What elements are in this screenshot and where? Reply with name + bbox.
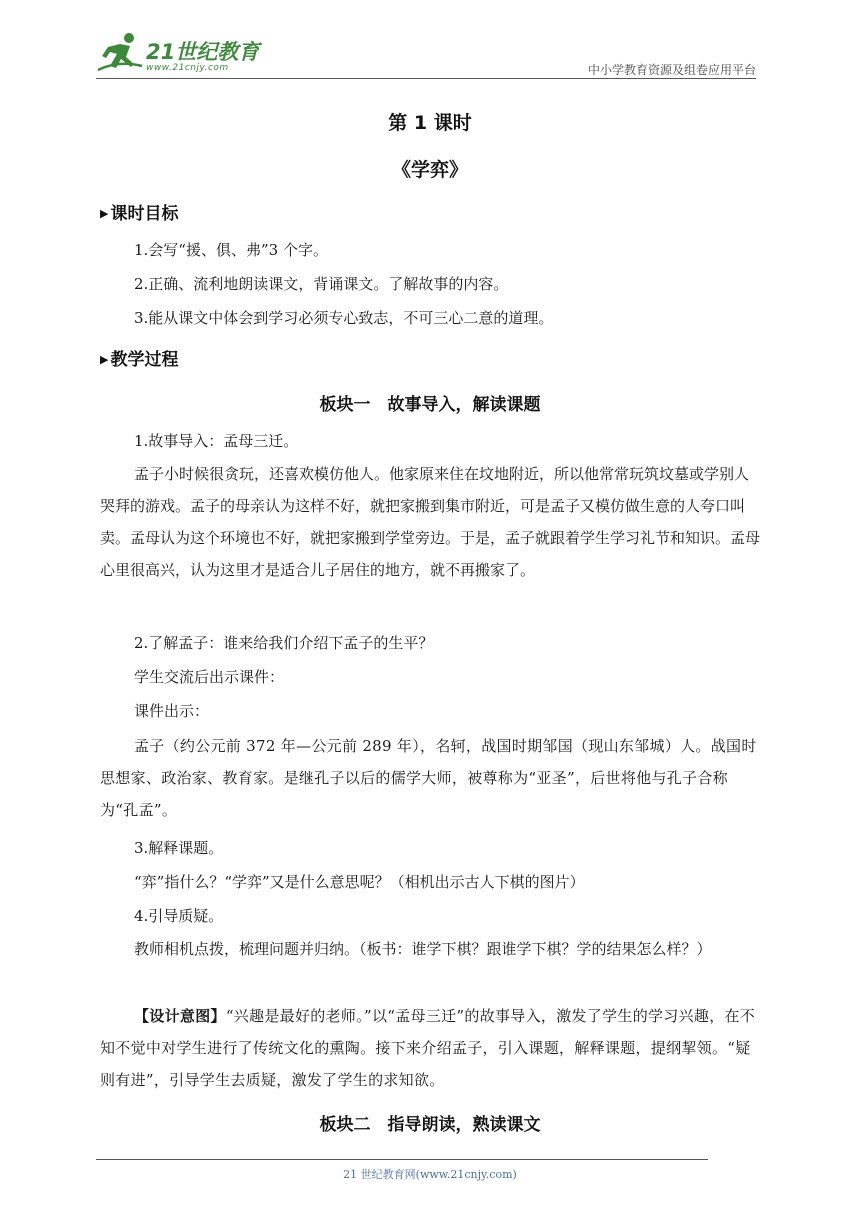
paragraph: 1.故事导入：孟母三迁。 <box>134 432 299 450</box>
logo-url: www.21cnjy.com <box>146 63 229 73</box>
site-logo[interactable] <box>96 30 266 78</box>
runner-logo-icon <box>96 30 146 76</box>
design-intent <box>100 1000 762 1096</box>
goals-heading-label: 课时目标 <box>110 204 179 224</box>
header-platform-text: 中小学教育资源及组卷应用平台 <box>587 63 756 77</box>
paragraph: 教师相机点拨，梳理问题并归纳。（板书：谁学下棋？跟谁学下棋？学的结果怎么样？） <box>134 940 712 958</box>
block2-heading: 板块二 指导朗读，熟读课文 <box>319 1115 541 1135</box>
design-intent-label: 【设计意图】 <box>134 1007 226 1025</box>
block1-heading: 板块一 故事导入，解读课题 <box>319 395 541 415</box>
lesson-subtitle: 《学弈》 <box>391 159 468 181</box>
logo-text: 21世纪教育 <box>146 40 260 64</box>
paragraph: 3.解释课题。 <box>134 839 224 857</box>
goals-heading <box>100 199 178 224</box>
goal-item: 2.正确、流利地朗读课文，背诵课文。了解故事的内容。 <box>134 275 509 293</box>
footer-divider <box>96 1159 708 1160</box>
triangle-bullet-icon: ▶ <box>100 353 109 366</box>
process-heading-label: 教学过程 <box>110 350 179 370</box>
header-divider <box>96 78 756 79</box>
paragraph: 课件出示： <box>134 702 210 720</box>
courseware-text: 孟子（约公元前 372 年—公元前 289 年），名轲，战国时期邹国（现山东邹城）人。战国时思想家、政治家、教育家。是继孔子以后的儒学大师，被尊称为“亚圣”，后世将他与孔子合称为“孔孟”。 <box>100 737 757 819</box>
paragraph: 2.了解孟子：谁来给我们介绍下孟子的生平？ <box>134 634 434 652</box>
lesson-title: 第 1 课时 <box>388 112 472 134</box>
process-heading <box>100 345 178 370</box>
paragraph: 学生交流后出示课件： <box>134 668 285 686</box>
story-paragraph: 孟子小时候很贪玩，还喜欢模仿他人。他家原来住在坟地附近，所以他常常玩筑坟墓或学别人哭拜的游戏。孟子的母亲认为这样不好，就把家搬到集市附近，可是孟子又模仿做生意的人夸口叫卖。孟母认为这个环境也不好，就把家搬到学堂旁边。于是，孟子就跟着学生学习礼节和知识。孟母心里很高兴，认为这里才是适合儿子居住的地方，就不再搬家了。 <box>100 465 761 579</box>
goal-item: 3.能从课文中体会到学习必须专心致志，不可三心二意的道理。 <box>134 309 554 327</box>
design-intent-text: “兴趣是最好的老师。”以“孟母三迁”的故事导入，激发了学生的学习兴趣，在不知不觉中对学生进行了传统文化的熏陶。接下来介绍孟子，引入课题，解释课题，提纲挈领。“疑则有进”，引导学生去质疑，激发了学生的求知欲。 <box>100 1007 756 1089</box>
goal-item: 1.会写“援、俱、弗”3 个字。 <box>134 241 328 259</box>
paragraph: 4.引导质疑。 <box>134 907 224 925</box>
triangle-bullet-icon: ▶ <box>100 207 109 220</box>
paragraph: “弈”指什么？“学弈”又是什么意思呢？（相机出示古人下棋的图片） <box>134 873 585 891</box>
footer-link[interactable]: 21 世纪教育网(www.21cnjy.com) <box>343 1168 517 1181</box>
page-header <box>96 30 756 78</box>
